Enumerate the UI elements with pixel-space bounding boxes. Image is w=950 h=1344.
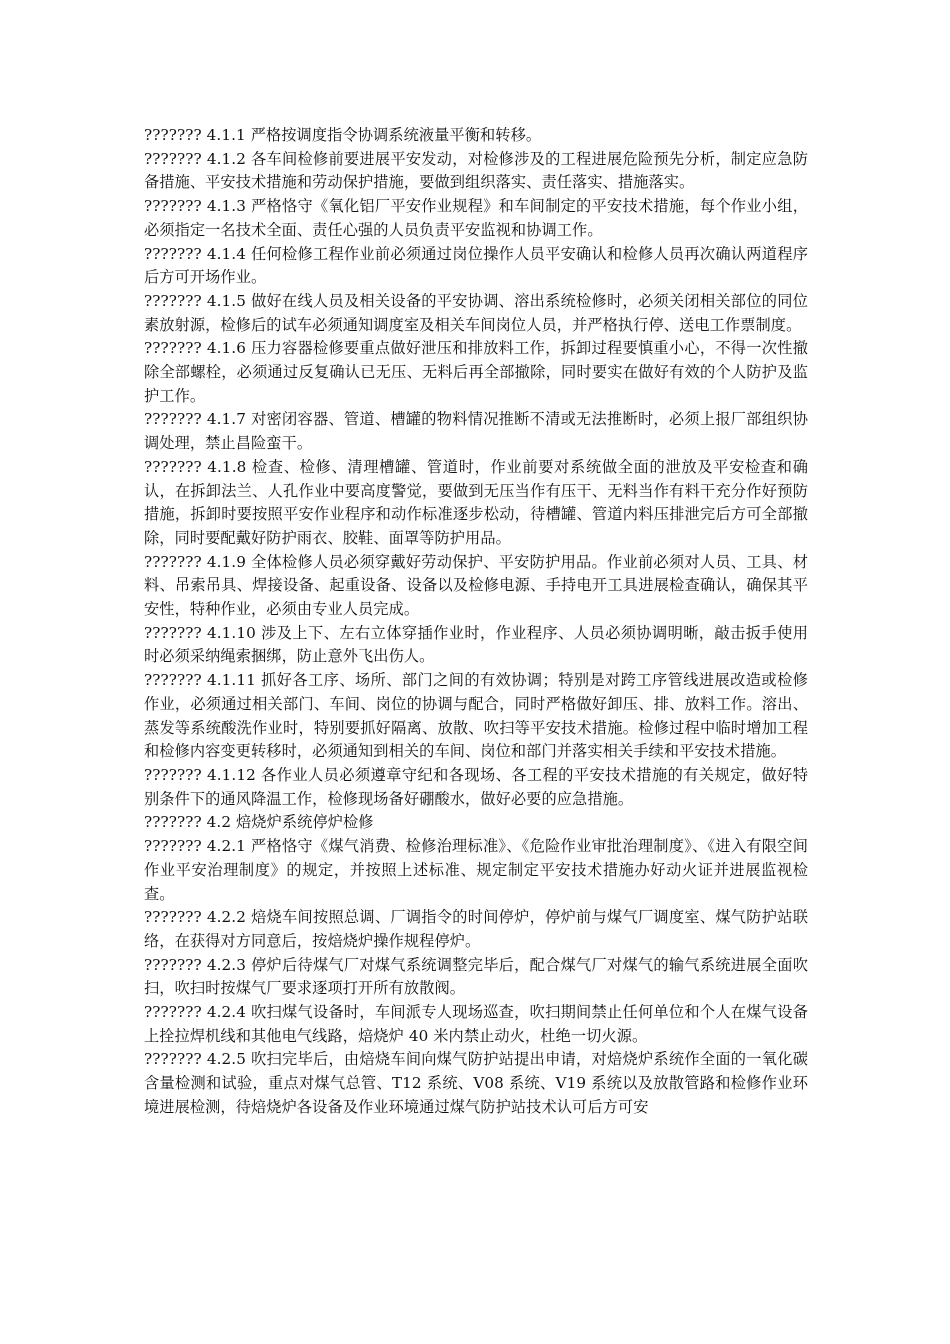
paragraph-4-1-8: ??????? 4.1.8 检查、检修、清理槽罐、管道时，作业前要对系统做全面的泄放及平安检查和确认，在拆卸法兰、人孔作业中要高度警觉，要做到无压当作有压干、无料当作有料干充分作好预防措施，拆卸时要按照平安作业程序和动作标准逐步松动，待槽罐、管道内料压排泄完后方可全部撤除，同时要配戴好防护雨衣、胶鞋、面罩等防护用品。 xyxy=(144,457,808,547)
document-page xyxy=(144,124,808,1120)
paragraph-4-1-9: ??????? 4.1.9 全体检修人员必须穿戴好劳动保护、平安防护用品。作业前必须对人员、工具、材料、吊索吊具、焊接设备、起重设备、设备以及检修电源、手持电开工具进展检查确认，确保其平安性，特种作业，必须由专业人员完成。 xyxy=(144,552,808,619)
paragraph-4-1-3: ??????? 4.1.3 严格恪守《氧化铝厂平安作业规程》和车间制定的平安技术措施，每个作业小组，必须指定一名技术全面、责任心强的人员负责平安监视和协调工作。 xyxy=(144,197,808,239)
paragraph-4-1-6: ??????? 4.1.6 压力容器检修要重点做好泄压和排放料工作，拆卸过程要慎重小心，不得一次性撤除全部螺栓，必须通过反复确认已无压、无料后再全部撤除，同时要实在做好有效的个人防护及监护工作。 xyxy=(144,339,808,405)
paragraph-4-1-4: ??????? 4.1.4 任何检修工程作业前必须通过岗位操作人员平安确认和检修人员再次确认两道程序后方可开场作业。 xyxy=(144,244,808,287)
paragraph-4-2-5: ??????? 4.2.5 吹扫完毕后，由焙烧车间向煤气防护站提出申请，对焙烧炉系统作全面的一氧化碳含量检测和试验，重点对煤气总管、T12 系统、V08 系统、V19 系统以及放散管路和检修作业环境进展检测，待焙烧炉各设备及作业环境通过煤气防护站技术认可后方可安 xyxy=(144,1050,808,1116)
paragraph-4-1-2: ??????? 4.1.2 各车间检修前要进展平安发动，对检修涉及的工程进展危险预先分析，制定应急防备措施、平安技术措施和劳动保护措施，要做到组织落实、责任落实、措施落实。 xyxy=(144,149,808,192)
paragraph-4-2-1: ??????? 4.2.1 严格恪守《煤气消费、检修治理标准》、《危险作业审批治理制度》、《进入有限空间作业平安治理制度》的规定，并按照上述标准、规定制定平安技术措施办好动火证并进展监视检查。 xyxy=(144,837,808,903)
paragraph-4-1-10: ??????? 4.1.10 涉及上下、左右立体穿插作业时，作业程序、人员必须协调明晰，敲击扳手使用时必须采纳绳索捆绑，防止意外飞出伤人。 xyxy=(144,623,808,666)
paragraph-4-1-7: ??????? 4.1.7 对密闭容器、管道、槽罐的物料情况推断不清或无法推断时，必须上报厂部组织协调处理，禁止昌险蛮干。 xyxy=(144,410,808,453)
paragraph-4-1-12: ??????? 4.1.12 各作业人员必须遵章守纪和各现场、各工程的平安技术措施的有关规定，做好特别条件下的通风降温工作，检修现场备好硼酸水，做好必要的应急措施。 xyxy=(144,765,808,808)
paragraph-4-1-1: ??????? 4.1.1 严格按调度指令协调系统液量平衡和转移。 xyxy=(144,126,542,144)
section-heading-4-2: ??????? 4.2 焙烧炉系统停炉检修 xyxy=(144,813,374,832)
paragraph-4-2-3: ??????? 4.2.3 停炉后待煤气厂对煤气系统调整完毕后，配合煤气厂对煤气的输气系统进展全面吹扫，吹扫时按煤气厂要求逐项打开所有放散阀。 xyxy=(144,955,808,998)
paragraph-4-2-2: ??????? 4.2.2 焙烧车间按照总调、厂调指令的时间停炉，停炉前与煤气厂调度室、煤气防护站联络，在获得对方同意后，按焙烧炉操作规程停炉。 xyxy=(144,908,808,950)
paragraph-4-1-5: ??????? 4.1.5 做好在线人员及相关设备的平安协调、溶出系统检修时，必须关闭相关部位的同位素放射源，检修后的试车必须通知调度室及相关车间岗位人员，并严格执行停、送电工作票制度。 xyxy=(144,291,808,334)
paragraph-4-1-11: ??????? 4.1.11 抓好各工序、场所、部门之间的有效协调；特别是对跨工序管线进展改造或检修作业，必须通过相关部门、车间、岗位的协调与配合，同时严格做好卸压、排、放料工作。溶出、蒸发等系统酸洗作业时，特别要抓好隔离、放散、吹扫等平安技术措施。检修过程中临时增加工程和检修内容变更转移时，必须通知到相关的车间、岗位和部门并落实相关手续和平安技术措施。 xyxy=(144,671,808,761)
paragraph-4-2-4: ??????? 4.2.4 吹扫煤气设备时，车间派专人现场巡查，吹扫期间禁止任何单位和个人在煤气设备上拴拉焊机线和其他电气线路，焙烧炉 40 米内禁止动火，杜绝一切火源。 xyxy=(144,1003,808,1045)
